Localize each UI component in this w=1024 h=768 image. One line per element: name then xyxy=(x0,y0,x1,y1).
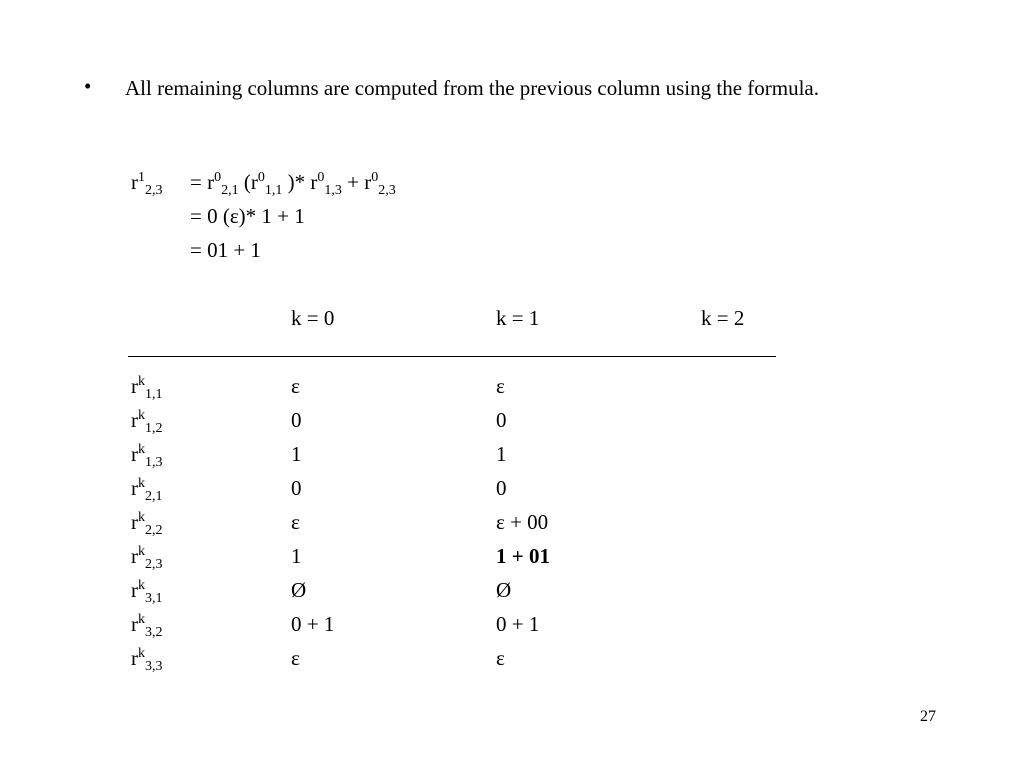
cell-k1: Ø xyxy=(496,578,512,602)
table-divider xyxy=(128,356,776,357)
row-label: $r^k_{3,2}$ xyxy=(131,612,163,640)
row-label: $r^k_{3,3}$ xyxy=(131,646,163,674)
cell-k1: ε + 00 xyxy=(496,510,549,534)
cell-k1: 0 + 1 xyxy=(496,612,540,636)
cell-k1: 0 xyxy=(496,476,507,500)
cell-k0: 0 + 1 xyxy=(291,612,335,636)
formula-term-4: $r^0_{2,3}$ xyxy=(364,170,396,198)
cell-k1: 0 xyxy=(496,408,507,432)
page-number: 27 xyxy=(920,708,936,725)
formula-term-2: $r^0_{1,1}$ xyxy=(250,170,283,198)
cell-k0: 1 xyxy=(291,544,302,568)
cell-k0: 0 xyxy=(291,476,302,500)
cell-k0: ε xyxy=(291,646,300,670)
row-label: $r^k_{1,3}$ xyxy=(131,442,163,470)
row-label: $r^k_{1,1}$ xyxy=(131,374,163,402)
cell-k0: ε xyxy=(291,374,300,398)
row-label: $r^k_{1,2}$ xyxy=(131,408,163,436)
row-label: $r^k_{3,1}$ xyxy=(131,578,163,606)
cell-k1-highlighted: 1 + 01 xyxy=(496,544,550,568)
formula-term-1: $r^0_{2,1}$ xyxy=(207,170,239,198)
cell-k1: ε xyxy=(496,646,505,670)
formula-line-2: = 0 (ε)* 1 + 1 xyxy=(190,204,305,228)
row-label: $r^k_{2,2}$ xyxy=(131,510,163,538)
header-k1: k = 1 xyxy=(496,306,540,330)
header-k0: k = 0 xyxy=(291,306,335,330)
cell-k1: ε xyxy=(496,374,505,398)
formula-term-3: $r^0_{1,3}$ xyxy=(310,170,342,198)
cell-k0: Ø xyxy=(291,578,307,602)
row-label: $r^k_{2,1}$ xyxy=(131,476,163,504)
formula-lhs: $r^1_{2,3}$ xyxy=(131,170,163,198)
row-label: $r^k_{2,3}$ xyxy=(131,544,163,572)
cell-k0: 0 xyxy=(291,408,302,432)
cell-k0: 1 xyxy=(291,442,302,466)
bullet-text: All remaining columns are computed from the previous column using the formula. xyxy=(125,76,820,100)
cell-k1: 1 xyxy=(496,442,507,466)
bullet-marker: • xyxy=(84,74,92,98)
cell-k0: ε xyxy=(291,510,300,534)
formula-line-3: = 01 + 1 xyxy=(190,238,261,262)
header-k2: k = 2 xyxy=(701,306,745,330)
formula-line-1: = $r^0_{2,1}$ ($r^0_{1,1}$ )* $r^0_{1,3} + r^0_{2,3}$ xyxy=(190,170,396,198)
